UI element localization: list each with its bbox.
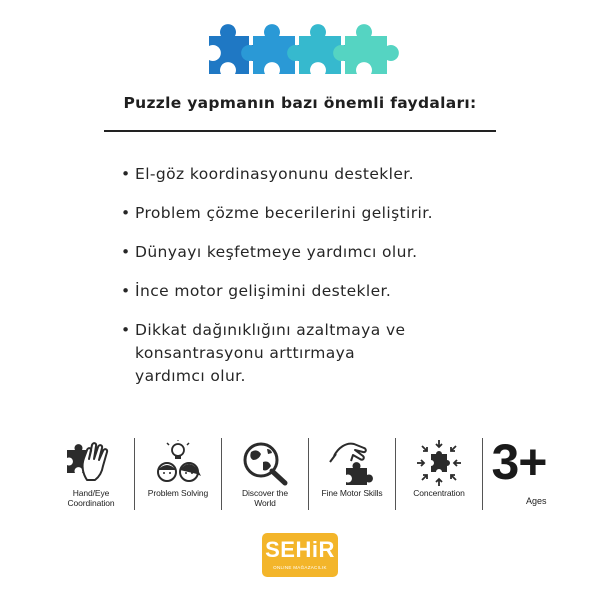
- age-value: 3+: [491, 434, 547, 490]
- list-item: [121, 202, 521, 225]
- benefits-heading: Puzzle yapmanın bazı önemli faydaları:: [123, 94, 477, 112]
- globe-magnifier-icon: [237, 440, 293, 486]
- puzzle-pieces-banner: [203, 22, 399, 84]
- icon-label: Fine Motor Skills: [321, 488, 383, 498]
- skill-fine-motor: [309, 438, 395, 518]
- icon-label: Problem Solving: [147, 488, 209, 498]
- list-item: [121, 319, 521, 388]
- icon-label: Discover the World: [241, 488, 289, 508]
- heading-underline: [104, 130, 496, 132]
- benefit-text: Problem çözme becerilerini geliştirir.: [135, 204, 433, 222]
- benefit-text: Dünyayı keşfetmeye yardımcı olur.: [135, 243, 418, 261]
- benefit-text: İnce motor gelişimini destekler.: [135, 282, 392, 300]
- age-badge: [484, 434, 570, 518]
- bullet: •: [121, 243, 131, 261]
- skill-concentration: [396, 438, 482, 518]
- brand-tagline: ONLINE MAĞAZACILIK: [273, 565, 327, 570]
- icon-label: Hand/Eye Coordination: [67, 488, 115, 508]
- list-item: [121, 163, 521, 186]
- focus-puzzle-icon: [411, 440, 467, 486]
- bullet: •: [121, 204, 131, 222]
- icon-divider: [482, 438, 483, 510]
- benefit-text: El-göz koordinasyonunu destekler.: [135, 165, 414, 183]
- skill-problem-solving: [135, 438, 221, 518]
- list-item: [121, 241, 521, 264]
- fingers-puzzle-icon: [324, 440, 380, 486]
- list-item: [121, 280, 521, 303]
- skills-icon-row: [48, 434, 568, 518]
- kids-lightbulb-icon: [150, 440, 206, 486]
- brand-logo: [262, 533, 338, 577]
- bullet: •: [121, 165, 131, 183]
- age-label: Ages: [526, 496, 547, 506]
- brand-name: SEHiR: [265, 537, 335, 562]
- bullet: •: [121, 321, 131, 339]
- bullet: •: [121, 282, 131, 300]
- icon-label: Concentration: [413, 488, 465, 498]
- hand-puzzle-icon: [63, 440, 119, 486]
- skill-hand-eye: [48, 438, 134, 518]
- skill-discover-world: [222, 438, 308, 518]
- benefits-list: [121, 163, 521, 404]
- benefit-text: Dikkat dağınıklığını azaltmaya ve konsantrasyonu arttırmaya yardımcı olur.: [135, 321, 406, 385]
